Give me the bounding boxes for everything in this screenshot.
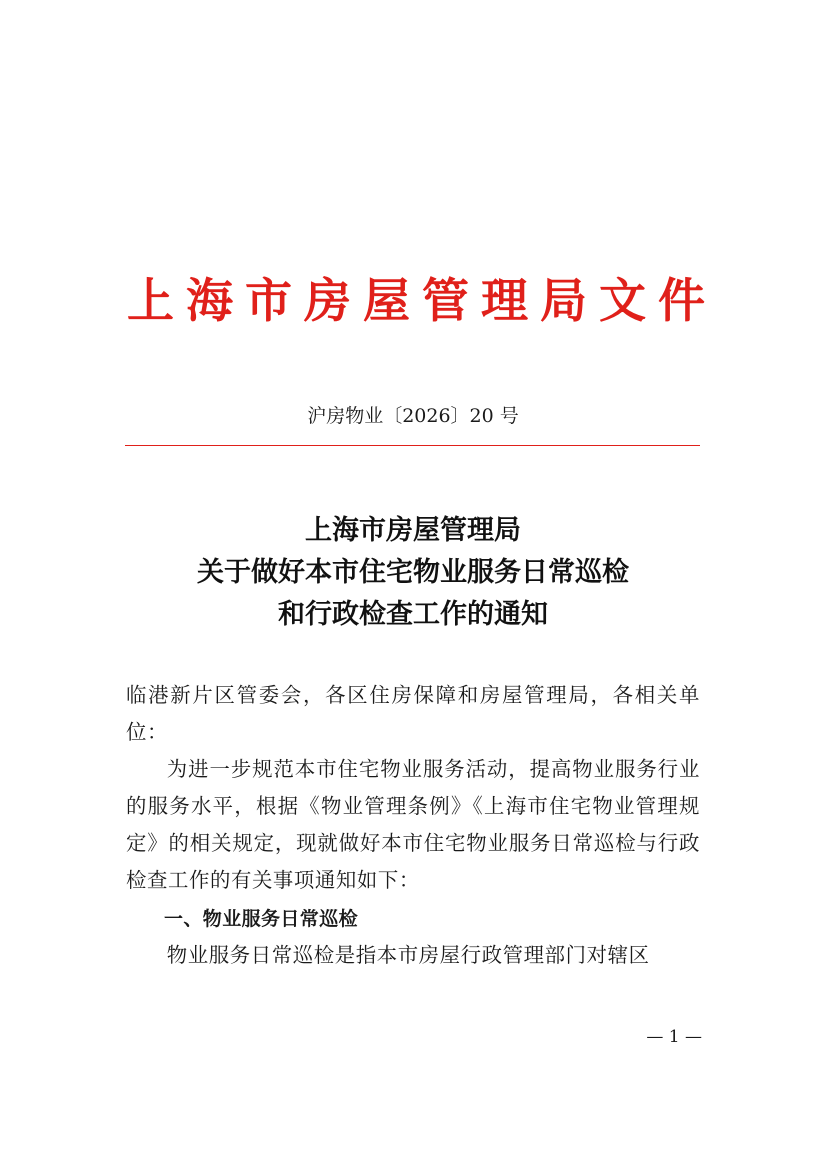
section-1-paragraph: 物业服务日常巡检是指本市房屋行政管理部门对辖区 xyxy=(166,943,650,967)
issuer-title-char: 局 xyxy=(540,274,587,329)
headline-line-3: 和行政检查工作的通知 xyxy=(278,599,548,630)
red-divider xyxy=(125,445,700,446)
document-number: 沪房物业〔2026〕20 号 xyxy=(307,405,519,427)
issuer-title-char: 屋 xyxy=(363,274,410,329)
issuer-title-char: 上 xyxy=(127,274,174,329)
notice-headline xyxy=(126,510,700,636)
section-heading-1: 一、物业服务日常巡检 xyxy=(164,908,359,930)
issuer-title-char: 理 xyxy=(481,274,528,329)
headline-line-2: 关于做好本市住宅物业服务日常巡检 xyxy=(197,557,629,588)
issuer-title-char: 件 xyxy=(658,274,705,329)
addressees: 临港新片区管委会，各区住房保障和房屋管理局，各相关单位： xyxy=(126,683,700,744)
issuer-title-char: 文 xyxy=(599,274,646,329)
issuer-title-char: 管 xyxy=(422,274,469,329)
headline-line-1: 上海市房屋管理局 xyxy=(305,515,521,546)
notice-body xyxy=(126,677,700,974)
issuer-title-char: 市 xyxy=(245,274,292,329)
issuer-title-char: 房 xyxy=(304,274,351,329)
issuer-title-char: 海 xyxy=(186,274,233,329)
intro-paragraph: 为进一步规范本市住宅物业服务活动，提高物业服务行业的服务水平，根据《物业管理条例》《上海市住宅物业管理规定》的相关规定，现就做好本市住宅物业服务日常巡检与行政检查工作的有关事项通知如下： xyxy=(126,757,700,892)
page-number: — 1 — xyxy=(646,1027,702,1047)
issuer-title xyxy=(126,272,706,332)
